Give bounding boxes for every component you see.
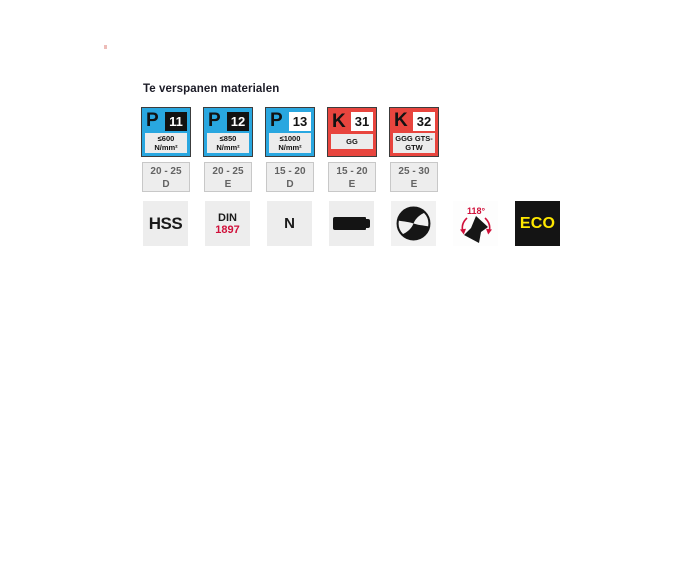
material-class-letter: P xyxy=(146,110,159,132)
din-number-label: 1897 xyxy=(215,223,240,236)
material-spec-label: GG xyxy=(331,134,373,149)
svg-text:118°: 118° xyxy=(466,206,486,216)
material-badge-k32 xyxy=(389,107,439,157)
badge-top-row xyxy=(331,111,373,132)
cutting-range-value: 20 - 25 xyxy=(212,166,244,177)
material-spec-label: GGG GTS-GTW xyxy=(393,133,435,153)
cutting-range-value: 15 - 20 xyxy=(336,166,368,177)
cutting-range-box xyxy=(204,162,252,192)
broken-image-artifact xyxy=(104,45,107,49)
badge-top-row xyxy=(145,111,187,131)
material-class-letter: P xyxy=(270,110,283,132)
material-class-letter: K xyxy=(394,110,408,132)
din-1897-standard-icon xyxy=(205,201,250,246)
material-class-number: 31 xyxy=(351,112,373,131)
cutting-range-box xyxy=(328,162,376,192)
material-badge-p11 xyxy=(141,107,191,157)
cylindrical-shank-icon xyxy=(329,201,374,246)
point-angle-118-icon xyxy=(453,201,498,246)
drill-cross-section-icon xyxy=(391,201,436,246)
cutting-range-value: 15 - 20 xyxy=(274,166,306,177)
material-class-letter: K xyxy=(332,110,346,132)
point-angle-glyph xyxy=(453,201,498,246)
cutting-range-box xyxy=(142,162,190,192)
din-label: DIN xyxy=(218,211,237,224)
cutting-range-value: 25 - 30 xyxy=(398,166,430,177)
material-class-letter: P xyxy=(208,110,221,132)
material-class-number: 11 xyxy=(165,112,187,131)
cutting-range-value: 20 - 25 xyxy=(150,166,182,177)
cutting-range-grade: D xyxy=(162,179,170,190)
cutting-range-box xyxy=(266,162,314,192)
material-class-number: 13 xyxy=(289,112,311,131)
n-label: N xyxy=(284,215,295,232)
cutting-range-grade: E xyxy=(224,179,232,190)
material-badge-k31 xyxy=(327,107,377,157)
hss-label: HSS xyxy=(148,213,183,233)
cutting-range-grade: E xyxy=(410,179,418,190)
section-title: Te verspanen materialen xyxy=(143,83,280,95)
eco-line-icon xyxy=(515,201,560,246)
material-class-number: 12 xyxy=(227,112,249,131)
shank-shape xyxy=(333,217,370,230)
cutting-range-grade: E xyxy=(348,179,356,190)
eco-label: ECO xyxy=(519,214,556,232)
badge-top-row xyxy=(269,111,311,131)
material-spec-label: ≤1000 N/mm² xyxy=(269,133,311,153)
material-spec-label: ≤850 N/mm² xyxy=(207,133,249,153)
material-class-number: 32 xyxy=(413,112,435,131)
n-type-icon xyxy=(267,201,312,246)
cutting-range-box xyxy=(390,162,438,192)
badge-top-row xyxy=(393,111,435,131)
material-spec-label: ≤600 N/mm² xyxy=(145,133,187,153)
badge-top-row xyxy=(207,111,249,131)
drill-cross-section-glyph xyxy=(395,205,432,242)
cutting-range-grade: D xyxy=(286,179,294,190)
hss-material-icon xyxy=(143,201,188,246)
material-badge-p13 xyxy=(265,107,315,157)
material-badge-p12 xyxy=(203,107,253,157)
